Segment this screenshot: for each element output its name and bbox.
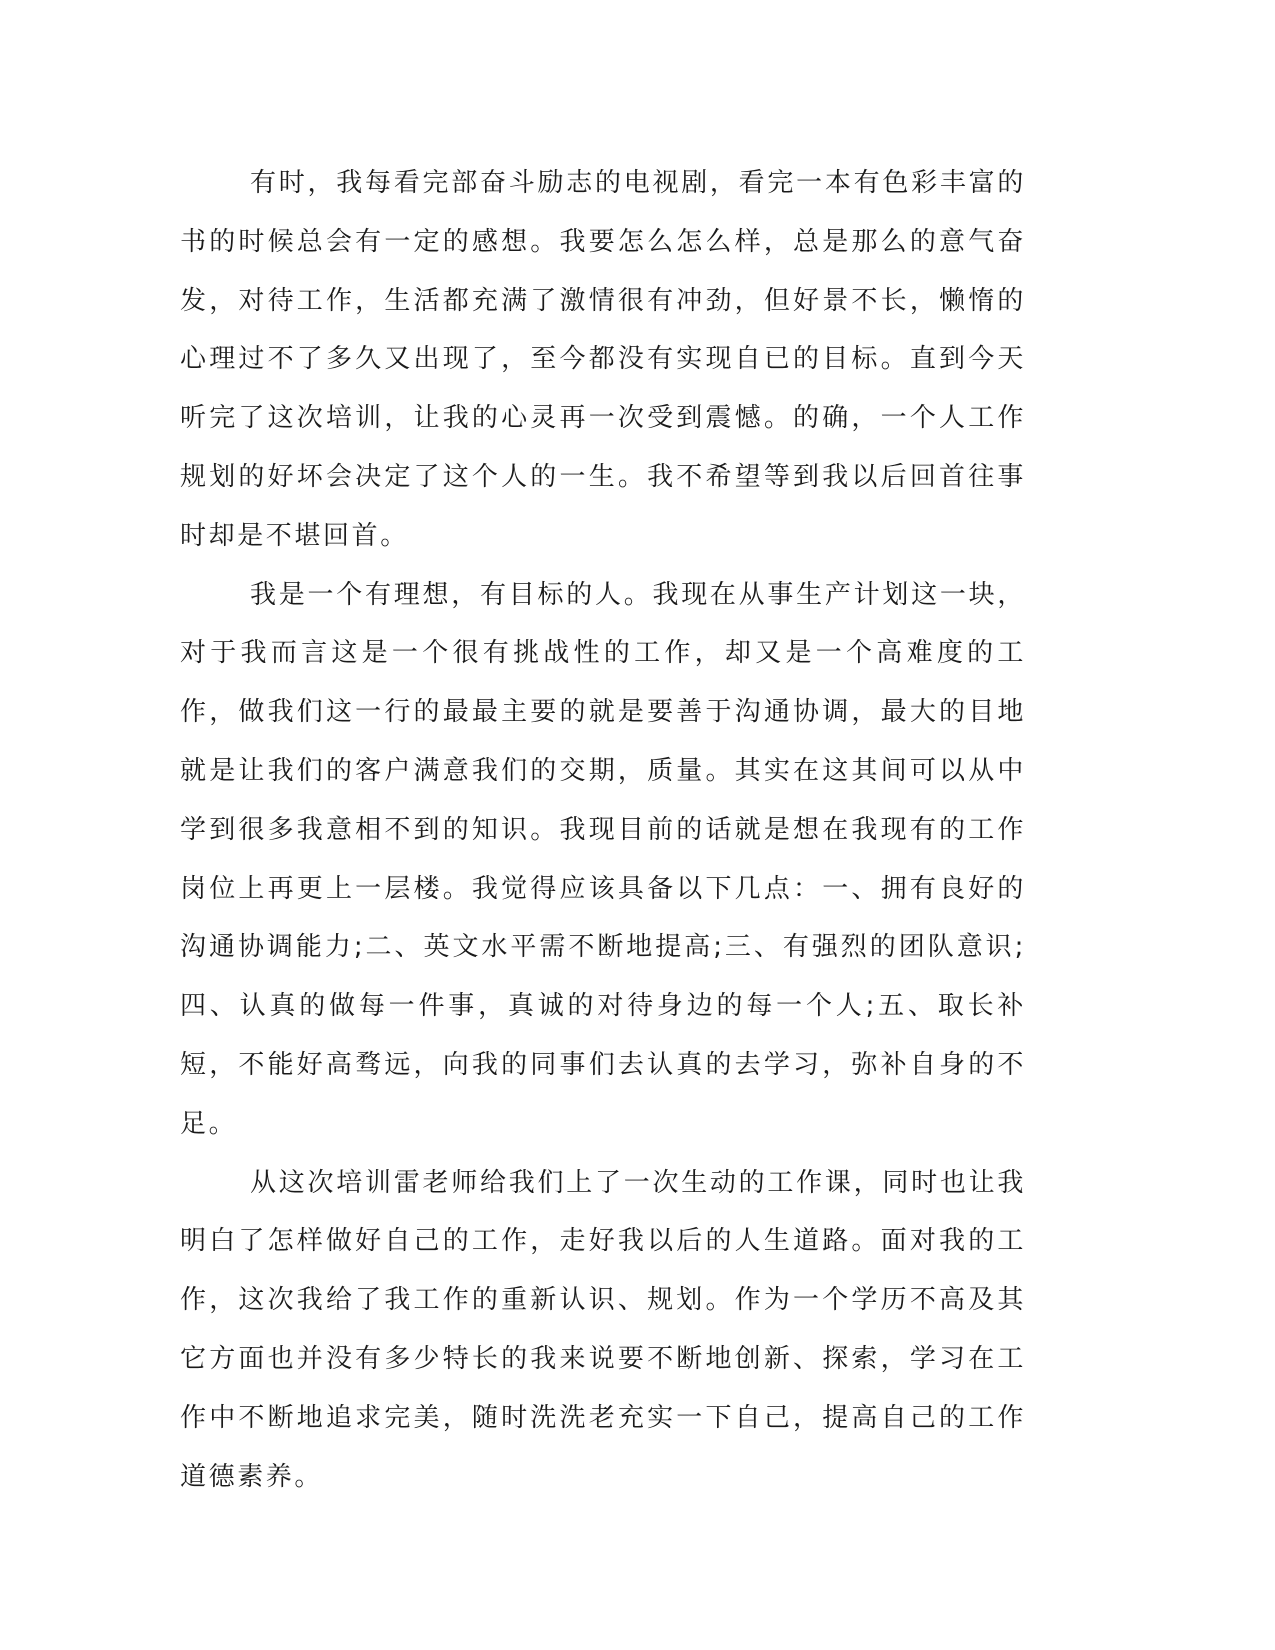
document-body — [180, 154, 1026, 1506]
paragraph: 有时，我每看完部奋斗励志的电视剧，看完一本有色彩丰富的书的时候总会有一定的感想。我要怎么怎么样，总是那么的意气奋发，对待工作，生活都充满了激情很有冲劲，但好景不长，懒惰的心理过不了多久又出现了，至今都没有实现自已的目标。直到今天听完了这次培训，让我的心灵再一次受到震憾。的确，一个人工作规划的好坏会决定了这个人的一生。我不希望等到我以后回首往事时却是不堪回首。 — [180, 168, 1026, 551]
paragraph: 我是一个有理想，有目标的人。我现在从事生产计划这一块，对于我而言这是一个很有挑战性的工作，却又是一个高难度的工作，做我们这一行的最最主要的就是要善于沟通协调，最大的目地就是让我们的客户满意我们的交期，质量。其实在这其间可以从中学到很多我意相不到的知识。我现目前的话就是想在我现有的工作岗位上再更上一层楼。我觉得应该具备以下几点：一、拥有良好的沟通协调能力;二、英文水平需不断地提高;三、有强烈的团队意识;四、认真的做每一件事，真诚的对待身边的每一个人;五、取长补短，不能好高骛远，向我的同事们去认真的去学习，弥补自身的不足。 — [180, 579, 1026, 1139]
paragraph: 从这次培训雷老师给我们上了一次生动的工作课，同时也让我明白了怎样做好自己的工作，走好我以后的人生道路。面对我的工作，这次我给了我工作的重新认识、规划。作为一个学历不高及其它方面也并没有多少特长的我来说要不断地创新、探索，学习在工作中不断地追求完美，随时洗洗老充实一下自己，提高自己的工作道德素养。 — [180, 1167, 1026, 1492]
